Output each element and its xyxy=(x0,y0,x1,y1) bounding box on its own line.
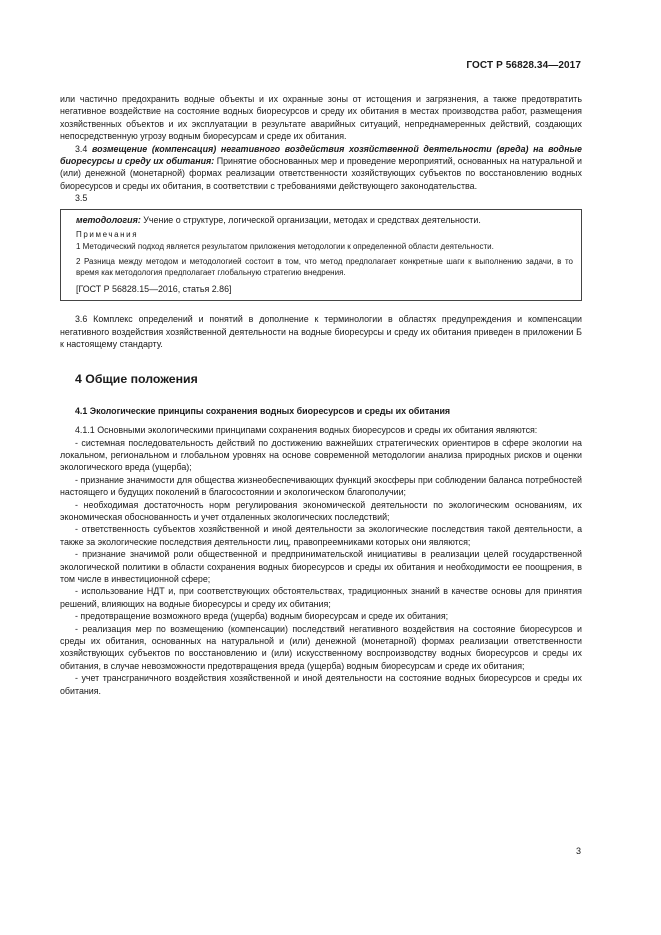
document-header: ГОСТ Р 56828.34—2017 xyxy=(466,60,581,71)
term-3-5-number: 3.5 xyxy=(75,193,88,204)
page-number: 3 xyxy=(575,846,581,856)
term-title: возмещение (компенсация) негативного воздействия хозяйственной деятельности (вреда) на водные биоресурсы и среду их обитания: xyxy=(60,143,582,167)
paragraph-3-6: 3.6 Комплекс определений и понятий в дополнение к терминологии в областях предупреждения и компенсации негативного воздействия хозяйственной деятельности на водные биоресурсы и среду их обитания приведен в приложении Б к настоящему стандарту. xyxy=(60,314,582,350)
list-item: - реализация мер по возмещению (компенсации) последствий негативного воздействия на состояние биоресурсов и среды их обитания, основанных на натуральной и (или) денежной (монетарной) формах реализации ответственности хозяйствующих субъектов по восстановлению и (или) искусственному воспроизводству водных биоресурсов и среды их обитания, в случае невозможности предотвращения вреда (ущерба) водным биоресурсам и среде их обитания; xyxy=(60,623,582,671)
list-item: - ответственность субъектов хозяйственной и иной деятельности за экологические последствия такой деятельности, а также за экологические последствия деятельности лиц, правопреемниками которых они являются; xyxy=(60,524,582,547)
section-heading-4: 4 Общие положения xyxy=(75,371,198,386)
list-item: - предотвращение возможного вреда (ущерба) водным биоресурсам и среде их обитания; xyxy=(75,611,449,622)
box-source: [ГОСТ Р 56828.15—2016, статья 2.86] xyxy=(76,284,232,295)
paragraph-continuation: или частично предохранить водные объекты и их охранные зоны от истощения и загрязнения, а также предотвратить негативное воздействие на состояние водных биоресурсов и среду их обитания в местах производства работ, размещения хозяйственных объектов и их эксплуатации в результате аварийных ситуаций, непреднамеренных действий, создающих непосредственную угрозу водным биоресурсам и среде их обитания. xyxy=(60,94,582,142)
notes-title: Примечания xyxy=(76,230,139,240)
subsection-heading-4-1: 4.1 Экологические принципы сохранения водных биоресурсов и среды их обитания xyxy=(75,405,451,416)
list-item: - использование НДТ и, при соответствующих обстоятельствах, традиционных знаний в качестве основы для принятия решений, влияющих на водные биоресурсы и среду их обитания; xyxy=(60,586,582,609)
term-definition: Принятие обоснованных мер и проведение мероприятий, основанных на натуральной и (или) денежной (монетарной) формах реализации ответственности хозяйствующих субъектов по восстановлению водных биоресурсов и среды их обитания, в соответствии с требованиями действующего законодательства. xyxy=(60,156,582,191)
term-number: 3.4 xyxy=(75,143,92,154)
list-item: - учет трансграничного воздействия хозяйственной и иной деятельности на состояние водных биоресурсов и среды их обитания. xyxy=(60,673,582,696)
paragraph-4-1-1: 4.1.1 Основными экологическими принципами сохранения водных биоресурсов и среды их обитания являются: xyxy=(75,425,538,436)
term-3-4 xyxy=(60,143,582,193)
list-item: - признание значимой роли общественной и предпринимательской инициативы в реализации целей государственной экологической политики в области сохранения водных биоресурсов и среды их обитания и необходимости ее поощрения, в том числе в инвестиционной сфере; xyxy=(60,549,582,584)
box-term-definition: Учение о структуре, логической организации, методах и средствах деятельности. xyxy=(140,214,481,225)
list-item: - признание значимости для общества жизнеобеспечивающих функций экосферы при соблюдении баланса потребностей настоящего и будущих поколений в благосостоянии и экологическом благополучии; xyxy=(60,474,582,498)
box-term-title: методология: xyxy=(76,214,141,225)
box-term xyxy=(76,214,573,226)
document-body xyxy=(60,93,582,697)
list-item: - необходимая достаточность норм регулирования экономической деятельности по экологическим основаниям, их экономическая обоснованность и учет отдаленных экологических последствий; xyxy=(60,499,582,522)
note-2: 2 Разница между методом и методологией состоит в том, что метод предполагает конкретные шаги к выполнению задачи, в то время как методология предполагает глобальную стратегию внедрения. xyxy=(76,256,573,277)
term-box xyxy=(60,209,582,302)
list-item: - системная последовательность действий по достижению важнейших стратегических ориентиров в сфере экологии на локальном, региональном и глобальном уровнях на основе современной методологии анализа природных рисков и оценки экологического вреда (ущерба); xyxy=(60,437,582,473)
note-1: 1 Методический подход является результатом приложения методологии к определенной области деятельности. xyxy=(76,242,494,252)
